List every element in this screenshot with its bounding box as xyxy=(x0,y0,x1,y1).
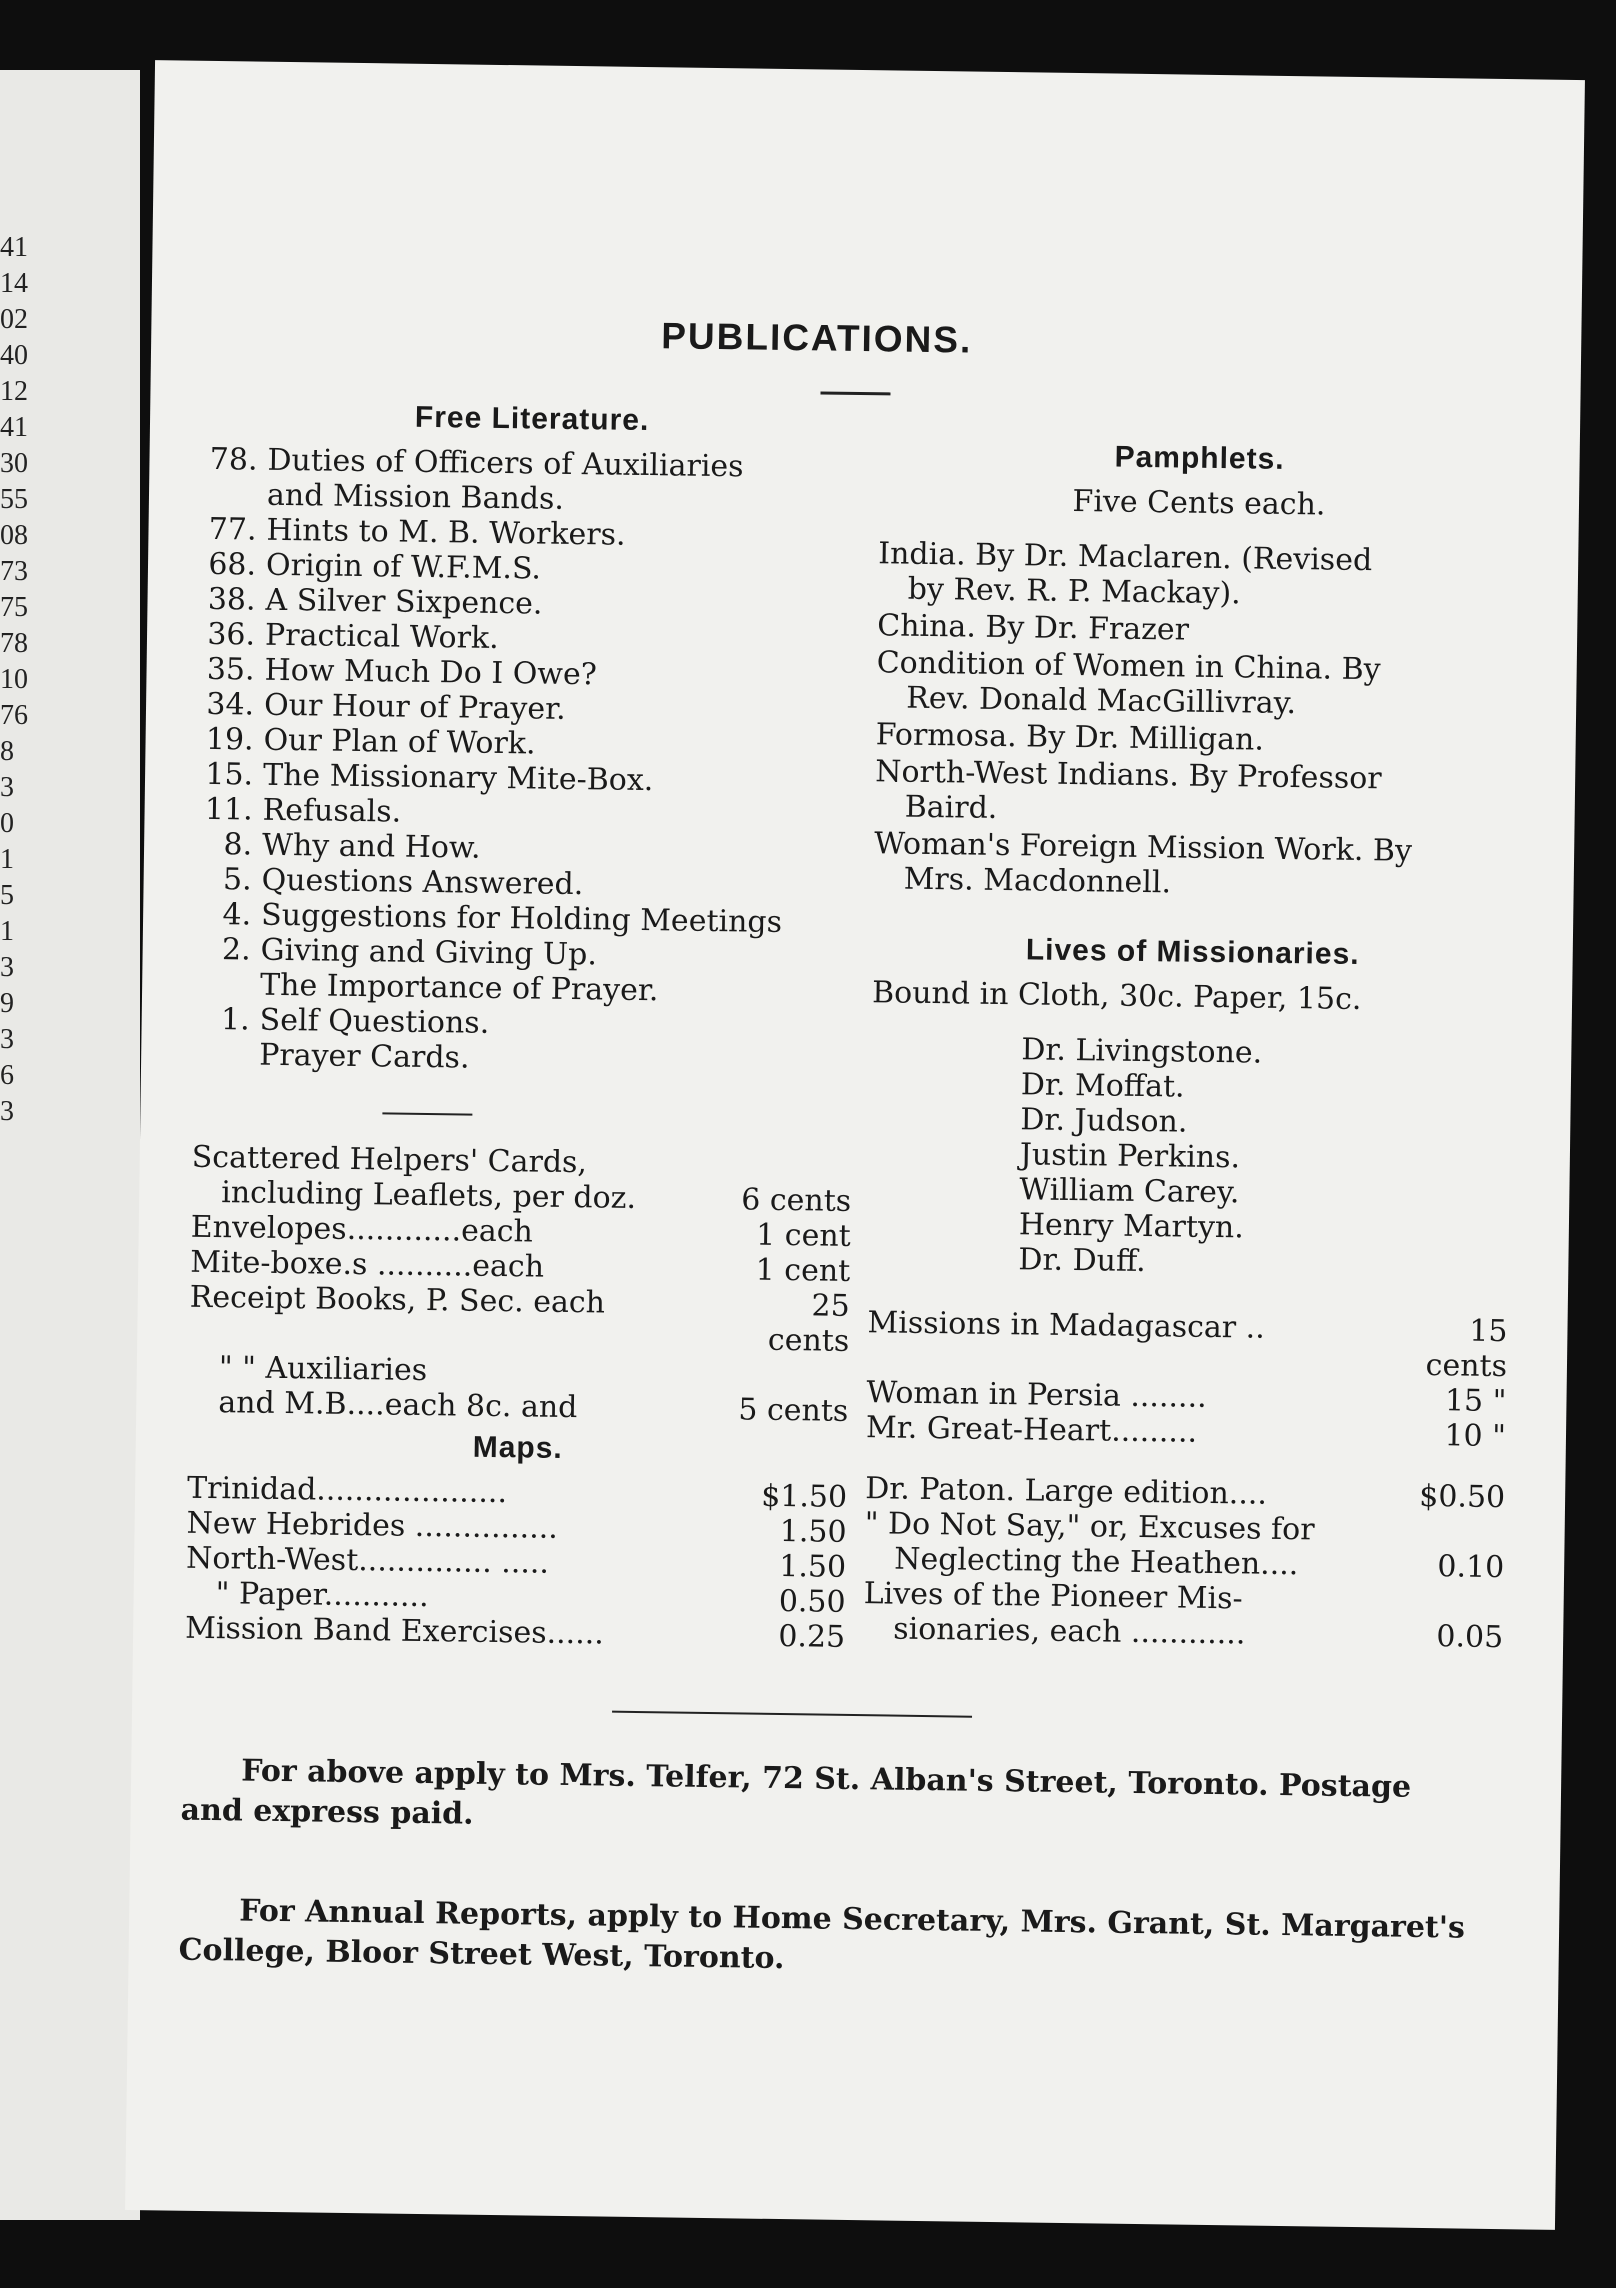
margin-number: 14 xyxy=(0,268,28,299)
booklet-label: Mr. Great-Heart......... xyxy=(865,1410,1198,1450)
map-label: North-West.............. ..... xyxy=(185,1540,550,1581)
missionary-names-list xyxy=(868,1030,1511,1284)
maps-list xyxy=(185,1471,847,1655)
booklet-row xyxy=(867,1305,1508,1384)
booklet-label: Lives of the Pioneer Mis- xyxy=(863,1576,1243,1617)
pamphlet-title: Formosa. By Dr. Milligan. xyxy=(875,717,1265,758)
item-title: Questions Answered. xyxy=(261,862,584,903)
supply-price: 5 cents xyxy=(738,1392,849,1429)
margin-number: 0 xyxy=(0,808,14,839)
supply-price: 1 cent xyxy=(755,1252,851,1289)
missionary-name: Henry Martyn. xyxy=(1018,1207,1244,1246)
item-title: Hints to M. B. Workers. xyxy=(266,512,626,553)
footer-reports-note: For Annual Reports, apply to Home Secretary, Mrs. Grant, St. Margaret's College, Bloor Street West, Toronto. xyxy=(178,1893,1466,1977)
supply-price: 6 cents xyxy=(741,1182,852,1219)
item-number: 5. xyxy=(222,862,252,898)
margin-number: 40 xyxy=(0,340,28,371)
margin-number: 02 xyxy=(0,304,28,335)
item-title: Duties of Officers of Auxiliaries xyxy=(267,442,744,485)
supply-label: and M.B....each 8c. and xyxy=(218,1385,578,1426)
map-price: 0.50 xyxy=(778,1583,846,1620)
item-number: 19. xyxy=(205,721,254,758)
pamphlet-title-continued: Baird. xyxy=(904,789,998,826)
item-number: 34. xyxy=(206,686,255,723)
map-price: 1.50 xyxy=(779,1513,847,1550)
booklet-price: $0.50 xyxy=(1419,1478,1506,1516)
lives-heading: Lives of Missionaries. xyxy=(1025,933,1360,972)
pamphlet-item xyxy=(878,536,1519,615)
item-title: The Missionary Mite-Box. xyxy=(262,757,654,799)
map-label: New Hebrides ............... xyxy=(186,1505,559,1546)
margin-number: 3 xyxy=(0,1024,14,1055)
booklet-price: 0.10 xyxy=(1437,1549,1505,1586)
pamphlet-title: North-West Indians. By Professor xyxy=(874,754,1382,797)
margin-number: 78 xyxy=(0,628,28,659)
booklet-price xyxy=(1393,1584,1503,1621)
margin-number: 3 xyxy=(0,952,14,983)
pamphlet-title: Woman's Foreign Mission Work. By xyxy=(873,826,1413,869)
margin-number: 8 xyxy=(0,736,14,767)
item-title: Our Plan of Work. xyxy=(263,722,536,762)
item-title: How Much Do I Owe? xyxy=(264,652,598,693)
margin-number: 1 xyxy=(0,844,14,875)
margin-number: 9 xyxy=(0,988,14,1019)
supply-label: Envelopes............each xyxy=(190,1209,534,1250)
missionary-name: Dr. Judson. xyxy=(1020,1102,1188,1140)
booklet-price: 15 cents xyxy=(1425,1313,1508,1385)
pamphlet-item xyxy=(873,826,1514,905)
item-number: 77. xyxy=(208,511,257,548)
margin-number: 6 xyxy=(0,1060,14,1091)
pamphlet-item xyxy=(877,608,1517,652)
booklet-label: " Do Not Say," or, Excuses for xyxy=(864,1506,1315,1548)
booklet-label: Woman in Persia ........ xyxy=(866,1375,1207,1415)
item-title: Self Questions. xyxy=(259,1002,490,1041)
map-price: 1.50 xyxy=(779,1548,847,1585)
margin-number: 30 xyxy=(0,448,28,479)
item-title-continued: and Mission Bands. xyxy=(266,477,565,517)
supply-label: " " Auxiliaries xyxy=(218,1350,428,1389)
item-number: 38. xyxy=(207,581,256,618)
missionary-name: Dr. Livingstone. xyxy=(1021,1032,1263,1071)
pamphlet-title: Condition of Women in China. By xyxy=(876,645,1381,688)
right-column xyxy=(863,430,1520,1655)
margin-number: 5 xyxy=(0,880,14,911)
booklet-label: sionaries, each ............ xyxy=(893,1611,1246,1652)
pamphlets-list xyxy=(873,536,1518,905)
map-label: Mission Band Exercises...... xyxy=(184,1610,605,1652)
pamphlet-item xyxy=(876,645,1517,724)
item-number: 2. xyxy=(221,932,251,968)
missionary-name: Justin Perkins. xyxy=(1019,1137,1241,1176)
item-number: 11. xyxy=(204,791,253,828)
item-title: Giving and Giving Up. xyxy=(260,932,598,973)
supply-price: 1 cent xyxy=(755,1217,851,1254)
item-number: 78. xyxy=(209,441,258,478)
booklet-label: Missions in Madagascar .. xyxy=(867,1305,1266,1346)
booklet-price: 10 " xyxy=(1444,1418,1507,1455)
item-title-continued: Prayer Cards. xyxy=(258,1037,470,1076)
section-rule xyxy=(382,1112,472,1115)
pamphlet-title-continued: Mrs. Macdonnell. xyxy=(903,861,1172,901)
footer-order-note: For above apply to Mrs. Telfer, 72 St. Alban's Street, Toronto. Postage and express paid. xyxy=(180,1753,1412,1832)
item-number: 35. xyxy=(206,651,255,688)
free-literature-heading: Free Literature. xyxy=(414,400,650,438)
free-literature-list xyxy=(193,442,862,1081)
pamphlet-title-continued: Rev. Donald MacGillivray. xyxy=(905,680,1297,722)
item-title: Suggestions for Holding Meetings xyxy=(260,897,783,940)
item-number: 36. xyxy=(207,616,256,653)
margin-number: 41 xyxy=(0,412,28,443)
title-rule xyxy=(820,391,890,395)
maps-heading: Maps. xyxy=(472,1430,563,1465)
document-page xyxy=(125,60,1585,2230)
supply-row xyxy=(189,1280,850,1359)
margin-number: 76 xyxy=(0,700,28,731)
item-title-continued: The Importance of Prayer. xyxy=(259,967,659,1009)
margin-number: 3 xyxy=(0,772,14,803)
pamphlets-price-note: Five Cents each. xyxy=(1072,483,1326,523)
supply-label: Mite-boxe.s ..........each xyxy=(190,1244,545,1285)
booklet-price: 0.05 xyxy=(1436,1619,1504,1656)
left-margin-numbers xyxy=(0,230,60,1130)
margin-number: 3 xyxy=(0,1096,14,1127)
pamphlet-title: India. By Dr. Maclaren. (Revised xyxy=(878,536,1373,579)
item-title: Refusals. xyxy=(262,792,402,830)
footer-rule xyxy=(612,1711,972,1718)
margin-number: 41 xyxy=(0,232,28,263)
missionary-name: Dr. Duff. xyxy=(1018,1242,1146,1280)
booklet-price xyxy=(1394,1514,1504,1551)
supplies-list xyxy=(188,1140,852,1429)
booklet-label: Neglecting the Heathen.... xyxy=(893,1541,1299,1583)
margin-number: 10 xyxy=(0,664,28,695)
priced-booklets-list-2 xyxy=(863,1471,1505,1655)
item-number: 68. xyxy=(208,546,257,583)
pamphlet-title: China. By Dr. Frazer xyxy=(877,608,1190,648)
map-price: 0.25 xyxy=(778,1618,846,1655)
booklet-label: Dr. Paton. Large edition.... xyxy=(864,1471,1268,1512)
item-title: A Silver Sixpence. xyxy=(265,582,543,622)
margin-number: 75 xyxy=(0,592,28,623)
item-title: Practical Work. xyxy=(264,617,499,656)
supply-label: including Leaflets, per doz. xyxy=(221,1175,637,1216)
page-title: PUBLICATIONS. xyxy=(660,315,973,361)
pamphlets-heading: Pamphlets. xyxy=(1114,440,1285,476)
item-title: Our Hour of Prayer. xyxy=(263,687,566,727)
margin-number: 08 xyxy=(0,520,28,551)
item-number: 8. xyxy=(223,827,253,863)
supply-price xyxy=(739,1357,849,1394)
item-title: Why and How. xyxy=(261,827,481,866)
supply-label: Receipt Books, P. Sec. each xyxy=(189,1279,606,1321)
missionary-name: William Carey. xyxy=(1019,1172,1240,1211)
pamphlet-item xyxy=(875,717,1515,761)
missionary-name: Dr. Moffat. xyxy=(1020,1067,1185,1105)
priced-booklets-list xyxy=(866,1305,1508,1454)
map-label: Trinidad.................... xyxy=(186,1470,508,1511)
margin-number: 55 xyxy=(0,484,28,515)
booklet-price: 15 " xyxy=(1444,1383,1507,1420)
supply-price: 25 cents xyxy=(767,1288,850,1359)
supply-price xyxy=(741,1147,851,1184)
margin-number: 73 xyxy=(0,556,28,587)
margin-number: 1 xyxy=(0,916,14,947)
item-number: 4. xyxy=(222,897,252,933)
margin-number: 12 xyxy=(0,376,28,407)
item-number: 1. xyxy=(220,1002,250,1038)
left-column xyxy=(185,391,862,1655)
map-price: $1.50 xyxy=(760,1478,848,1515)
item-title: Origin of W.F.M.S. xyxy=(265,547,542,587)
pamphlet-title-continued: by Rev. R. P. Mackay). xyxy=(907,571,1241,612)
item-number: 15. xyxy=(205,756,254,793)
lives-binding-price: Bound in Cloth, 30c. Paper, 15c. xyxy=(871,975,1362,1018)
pamphlet-item xyxy=(874,754,1515,833)
supply-label: Scattered Helpers' Cards, xyxy=(191,1139,588,1181)
map-label: " Paper........... xyxy=(215,1576,429,1615)
